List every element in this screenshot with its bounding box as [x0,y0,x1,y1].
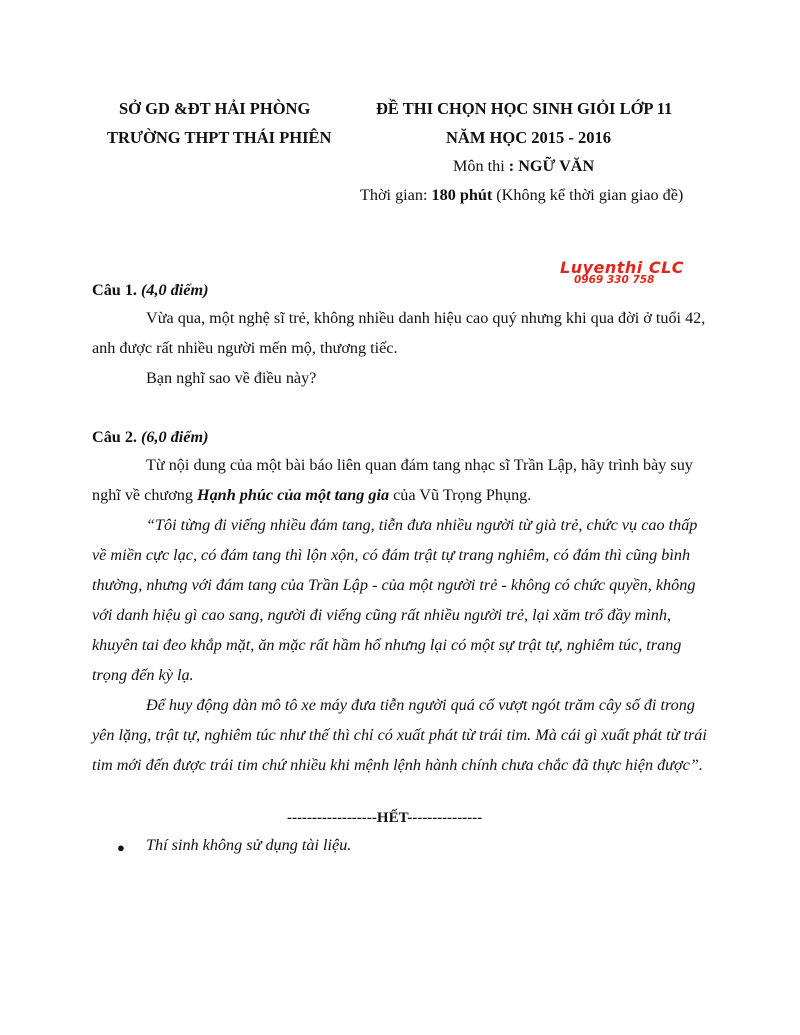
school-year: NĂM HỌC 2015 - 2016 [446,128,611,147]
watermark-brand: Luyenthi CLC [560,258,685,277]
watermark-logo [560,258,710,286]
question2-intro [92,450,712,510]
question2-intro-before: Từ nội dung của một bài báo liên quan đám tang nhạc sĩ Trần Lập, hãy trình bày suy nghĩ về chương [92,456,693,504]
department-name: SỞ GD &ĐT HẢI PHÒNG [119,99,311,118]
bullet-icon: ● [117,840,125,855]
subject-label: Môn thi [453,157,509,175]
school-name: TRƯỜNG THPT THÁI PHIÊN [107,128,332,147]
exam-note: Thí sinh không sử dụng tài liệu. [146,836,352,854]
question2-work-title: Hạnh phúc của một tang gia [197,486,390,504]
subject-line [453,157,594,176]
question1-points: (4,0 điểm) [141,281,209,299]
time-value: 180 phút [431,186,493,204]
exam-title: ĐỀ THI CHỌN HỌC SINH GIỎI LỚP 11 [376,99,673,118]
question2-heading [92,428,208,447]
question2-quote-paragraph-1: “Tôi từng đi viếng nhiều đám tang, tiễn đưa nhiều người từ già trẻ, chức vụ cao thấp về miền cực lạc, có đám tang thì lộn xộn, có đám trật tự trang nghiêm, có đám thì cũng bình thường, nhưng với đám tang của Trần Lập - của một người trẻ - không có chức quyền, không với danh hiệu gì cao sang, người đi viếng cũng rất nhiều người trẻ, lại xăm trổ đầy mình, khuyên tai đeo khắp mặt, ăn mặc rất hầm hố nhưng lại có một sự trật tự, nghiêm túc, trang trọng đến kỳ lạ. [92,516,698,684]
question1-prompt: Bạn nghĩ sao về điều này? [146,369,317,387]
time-label: Thời gian: [360,186,432,204]
question2-intro-after: của Vũ Trọng Phụng. [389,486,532,504]
end-marker: ------------------HẾT--------------- [287,810,483,826]
question2-quote-paragraph-2: Để huy động dàn mô tô xe máy đưa tiễn người quá cố vượt ngót trăm cây số đi trong yên lặng, trật tự, nghiêm túc như thế thì chỉ có xuất phát từ trái tim. Mà cái gì xuất phát từ trái tim mới đến được trái tim chứ nhiều khi mệnh lệnh hành chính chưa chắc đã thực hiện được”. [92,696,707,774]
watermark-phone: 0969 330 758 [574,274,655,286]
question1-label: Câu 1. [92,281,137,299]
time-note: (Không kể thời gian giao đề) [492,186,684,204]
question1-heading [92,281,208,300]
question2-label: Câu 2. [92,428,137,446]
question2-points: (6,0 điểm) [141,428,209,446]
question1-text: Vừa qua, một nghệ sĩ trẻ, không nhiều danh hiệu cao quý nhưng khi qua đời ở tuổi 42, anh được rất nhiều người mến mộ, thương tiếc. [92,309,706,357]
subject-value: : NGỮ VĂN [508,157,595,175]
time-line [360,186,683,205]
